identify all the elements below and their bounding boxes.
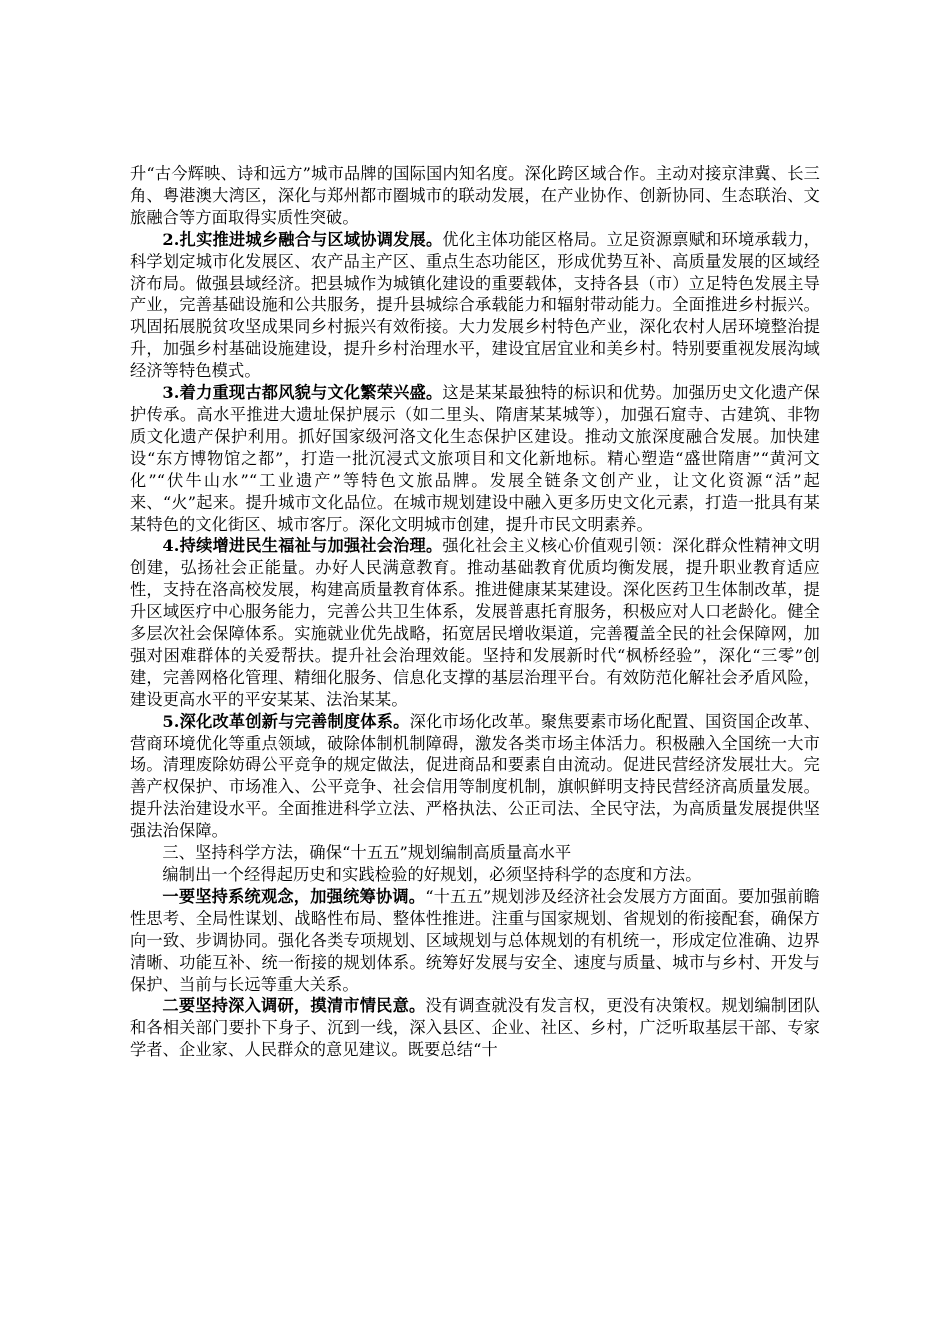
paragraph-system-view xyxy=(130,886,820,996)
paragraph-body: “十五五”规划涉及经济社会发展方方面面。要加强前瞻性思考、全局性谋划、战略性布局、整体性推进。注重与国家规划、省规划的衔接配套，确保方向一致、步调协同。强化各类专项规划、区域规划与总体规划的有机统一，形成定位准确、边界清晰、功能互补、统一衔接的规划体系。统筹好发展与安全、速度与质量、城市与乡村、开发与保护、当前与长远等重大关系。 xyxy=(130,886,820,994)
paragraph-livelihood xyxy=(130,535,820,710)
paragraph-reform xyxy=(130,711,820,842)
section-title: 三、坚持科学方法，确保“十五五”规划编制高质量高水平 xyxy=(162,843,572,863)
paragraph-research xyxy=(130,995,820,1061)
paragraph-intro xyxy=(130,864,820,886)
paragraph-heading: 5.深化改革创新与完善制度体系。 xyxy=(162,711,410,731)
paragraph-heading: 二要坚持深入调研，摸清市情民意。 xyxy=(162,996,426,1016)
paragraph-body: 编制出一个经得起历史和实践检验的好规划，必须坚持科学的态度和方法。 xyxy=(162,865,702,884)
paragraph-body: 优化主体功能区格局。立足资源禀赋和环境承载力，科学划定城市化发展区、农产品主产区、重点生态功能区，形成优势互补、高质量发展的区域经济布局。做强县域经济。把县城作为城镇化建设的重要载体，支持各县（市）立足特色发展主导产业，完善基础设施和公共服务，提升县城综合承载能力和辐射带动能力。全面推进乡村振兴。巩固拓展脱贫攻坚成果同乡村振兴有效衔接。大力发展乡村特色产业，深化农村人居环境整治提升，加强乡村基础设施建设，提升乡村治理水平，建设宜居宜业和美乡村。特别要重视发展沟域经济等特色模式。 xyxy=(130,229,820,381)
paragraph-body: 这是某某最独特的标识和优势。加强历史文化遗产保护传承。高水平推进大遗址保护展示（如二里头、隋唐某某城等），加强石窟寺、古建筑、非物质文化遗产保护利用。抓好国家级河洛文化生态保护区建设。推动文旅深度融合发展。加快建设“东方博物馆之都”，打造一批沉浸式文旅项目和文化新地标。精心塑造“盛世隋唐”“黄河文化”“伏牛山水”“工业遗产”等特色文旅品牌。发展全链条文创产业，让文化资源“活”起来、“火”起来。提升城市文化品位。在城市规划建设中融入更多历史文化元素，打造一批具有某某特色的文化街区、城市客厅。深化文明城市创建，提升市民文明素养。 xyxy=(130,383,820,534)
paragraph-heading: 3.着力重现古都风貌与文化繁荣兴盛。 xyxy=(162,383,443,403)
paragraph-body: 没有调查就没有发言权，更没有决策权。规划编制团队和各相关部门要扑下身子、沉到一线，深入县区、企业、社区、乡村，广泛听取基层干部、专家学者、企业家、人民群众的意见建议。既要总结“十 xyxy=(130,996,820,1060)
paragraph-body: 升“古今辉映、诗和远方”城市品牌的国际国内知名度。深化跨区域合作。主动对接京津冀、长三角、粤港澳大湾区，深化与郑州都市圈城市的联动发展，在产业协作、创新协同、生态联治、文旅融合等方面取得实质性突破。 xyxy=(130,164,820,227)
paragraph-heading: 2.扎实推进城乡融合与区域协调发展。 xyxy=(162,229,443,249)
paragraph-heading: 一要坚持系统观念，加强统筹协调。 xyxy=(162,886,426,906)
paragraph-urban-rural xyxy=(130,229,820,382)
paragraph-heading: 4.持续增进民生福祉与加强社会治理。 xyxy=(162,536,443,556)
paragraph-body: 深化市场化改革。聚焦要素市场化配置、国资国企改革、营商环境优化等重点领域，破除体制机制障碍，激发各类市场主体活力。积极融入全国统一大市场。清理废除妨碍公平竞争的规定做法，促进商品和要素自由流动。促进民营经济发展壮大。完善产权保护、市场准入、公平竞争、社会信用等制度机制，旗帜鲜明支持民营经济高质量发展。提升法治建设水平。全面推进科学立法、严格执法、公正司法、全民守法，为高质量发展提供坚强法治保障。 xyxy=(130,711,820,841)
document-page xyxy=(130,163,820,1061)
paragraph-continuation xyxy=(130,163,820,229)
paragraph-culture xyxy=(130,382,820,535)
paragraph-body: 强化社会主义核心价值观引领：深化群众性精神文明创建，弘扬社会正能量。办好人民满意教育。推动基础教育优质均衡发展，提升职业教育适应性，支持在洛高校发展，构建高质量教育体系。推进健康某某建设。深化医药卫生体制改革，提升区域医疗中心服务能力，完善公共卫生体系，发展普惠托育服务，积极应对人口老龄化。健全多层次社会保障体系。实施就业优先战略，拓宽居民增收渠道，完善覆盖全民的社会保障网，加强对困难群体的关爱帮扶。提升社会治理效能。坚持和发展新时代“枫桥经验”，深化“三零”创建，完善网格化管理、精细化服务、信息化支撑的基层治理平台。有效防范化解社会矛盾风险，建设更高水平的平安某某、法治某某。 xyxy=(130,536,820,709)
section-heading xyxy=(130,842,820,864)
